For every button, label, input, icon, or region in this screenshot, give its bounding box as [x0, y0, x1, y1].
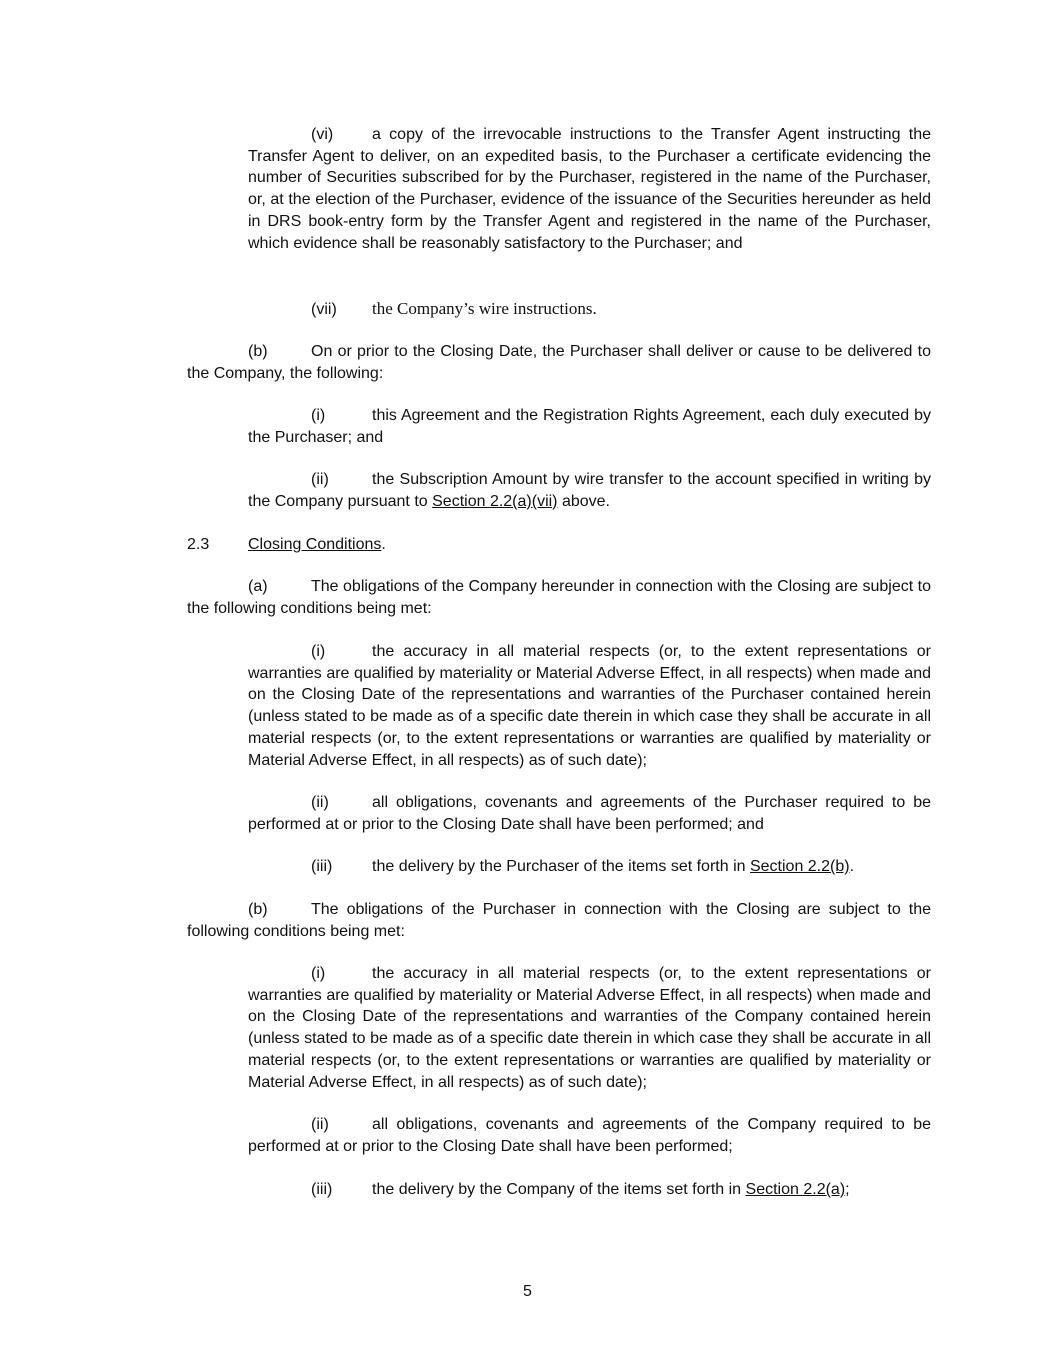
section-number: 2.3 — [187, 536, 210, 553]
clause-label: (ii) — [311, 1116, 329, 1133]
clause-label: (a) — [248, 578, 268, 595]
clause-b-iii-delivery — [248, 1179, 931, 1201]
section-title-end: . — [381, 536, 386, 553]
section-reference-link[interactable]: Section 2.2(b) — [749, 858, 850, 875]
clause-text: the accuracy in all material respects (or, to the extent representations or warranties are qualified by materiality or Material Adverse Effect, in all respects) when made and on the Closing Date of the representations and warranties of the Purchaser contained herein (unless stated to be made as of a specific date therein in which case they shall be accurate in all material respects (or, to the extent representations or warranties are qualified by materiality or Material Adverse Effect, in all respects) as of such date); — [248, 643, 931, 769]
clause-label: (ii) — [311, 471, 329, 488]
clause-label: (b) — [248, 343, 268, 360]
clause-b-i-accuracy — [248, 963, 931, 1093]
clause-a-i — [248, 641, 931, 771]
clause-text: the accuracy in all material respects (or, to the extent representations or warranties are qualified by materiality or Material Adverse Effect, in all respects) when made and on the Closing Date of the representations and warranties of the Company contained herein (unless stated to be made as of a specific date therein in which case they shall be accurate in all material respects (or, to the extent representations or warranties are qualified by materiality or Material Adverse Effect, in all respects) as of such date); — [248, 965, 931, 1091]
clause-a-iii — [248, 856, 931, 878]
clause-text: all obligations, covenants and agreements of the Company required to be performed at or prior to the Closing Date shall have been performed; — [248, 1116, 931, 1155]
clause-text-end: ; — [845, 1181, 850, 1198]
clause-vi — [248, 124, 931, 254]
clause-label: (iii) — [311, 1181, 333, 1198]
clause-label: (i) — [311, 965, 326, 982]
section-heading — [187, 534, 386, 556]
clause-text-end: . — [849, 858, 855, 875]
clause-label: (vii) — [311, 301, 337, 318]
clause-text: the Company’s wire instructions. — [372, 299, 597, 318]
section-reference-link[interactable]: Section 2.2(a)(vii) — [432, 492, 558, 510]
clause-text: The obligations of the Company hereunder in connection with the Closing are subject to the following conditions being met: — [187, 578, 931, 617]
clause-text: On or prior to the Closing Date, the Purchaser shall deliver or cause to be delivered to the Company, the following: — [187, 343, 931, 382]
clause-label: (vi) — [311, 126, 334, 143]
clause-label: (i) — [311, 407, 326, 424]
section-reference-link[interactable]: Section 2.2(a) — [745, 1181, 846, 1198]
clause-a-ii — [248, 792, 931, 835]
clause-text: the Subscription Amount by wire transfer to the account specified in writing by the Company pursuant to — [248, 471, 931, 510]
clause-text: all obligations, covenants and agreements of the Purchaser required to be performed at or prior to the Closing Date shall have been performed; and — [248, 794, 931, 833]
clause-b-i — [248, 405, 931, 448]
clause-text: the delivery by the Company of the items set forth in — [372, 1181, 742, 1198]
clause-b-ii — [248, 469, 931, 512]
clause-2-3-b — [187, 899, 931, 942]
clause-b-delivery — [187, 341, 931, 384]
clause-label: (ii) — [311, 794, 329, 811]
clause-text: The obligations of the Purchaser in connection with the Closing are subject to the following conditions being met: — [187, 901, 931, 940]
clause-text: the delivery by the Purchaser of the items set forth in — [372, 858, 746, 875]
clause-text: this Agreement and the Registration Rights Agreement, each duly executed by the Purchaser; and — [248, 407, 931, 446]
clause-vii — [248, 298, 931, 321]
clause-label: (iii) — [311, 858, 333, 875]
clause-text: a copy of the irrevocable instructions to the Transfer Agent instructing the Transfer Agent to deliver, on an expedited basis, to the Purchaser a certificate evidencing the number of Securities subscribed for by the Purchaser, registered in the name of the Purchaser, or, at the election of the Purchaser, evidence of the issuance of the Securities hereunder as held in DRS book-entry form by the Transfer Agent and registered in the name of the Purchaser, which evidence shall be reasonably satisfactory to the Purchaser; and — [248, 126, 931, 252]
clause-label: (i) — [311, 643, 326, 660]
clause-b-ii-obligations — [248, 1114, 931, 1157]
clause-2-3-a — [187, 576, 931, 619]
page-number: 5 — [523, 1283, 532, 1300]
section-title: Closing Conditions — [248, 536, 382, 553]
clause-label: (b) — [248, 901, 268, 918]
clause-text-end: above. — [557, 492, 610, 510]
